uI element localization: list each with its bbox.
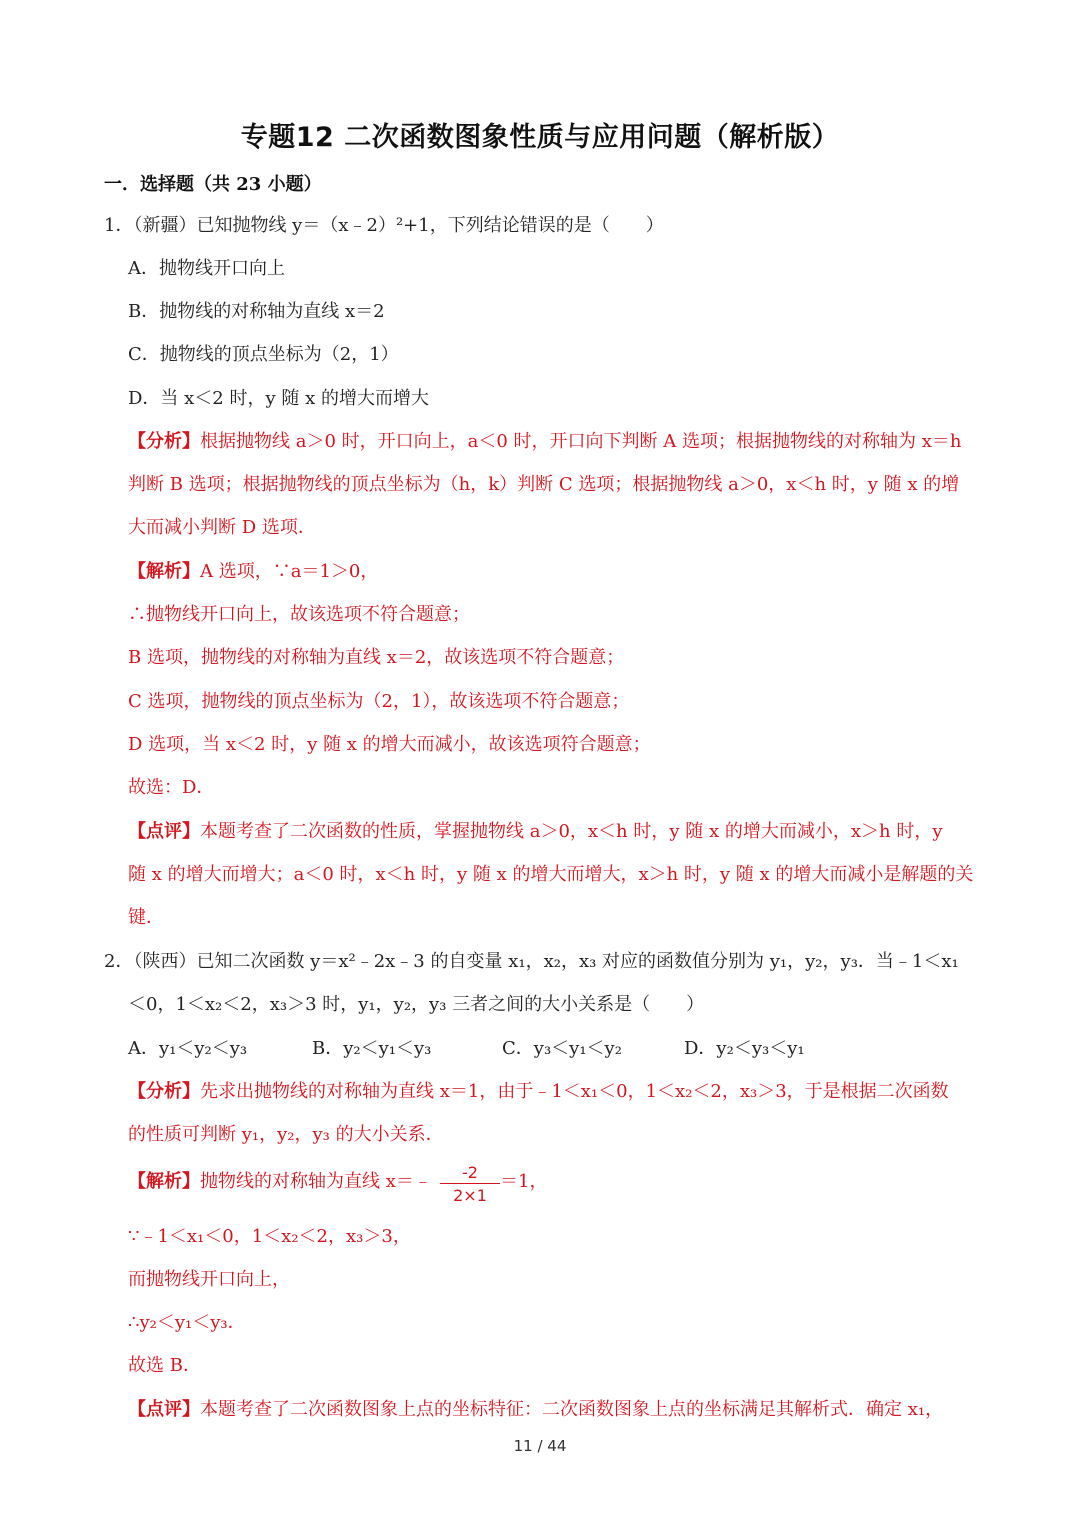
analysis-tag: 【分析】	[128, 431, 200, 452]
q1-analysis-line3: 大而减小判断 D 选项．	[128, 517, 316, 538]
q1-option-a: A．抛物线开口向上	[128, 258, 285, 279]
comment-tag: 【点评】	[128, 821, 200, 842]
q1-comment-line3: 键．	[128, 907, 164, 928]
q1-comment-line1: 本题考查了二次函数的性质，掌握抛物线 a＞0，x＜h 时，y 随 x 的增大而减小，x＞h 时，y	[200, 821, 943, 842]
comment-tag: 【点评】	[128, 1399, 200, 1420]
q2-analysis-line1: 先求出抛物线的对称轴为直线 x＝1，由于﹣1＜x₁＜0，1＜x₂＜2，x₃＞3，于是根据二次函数	[200, 1081, 949, 1102]
solution-tag: 【解析】	[128, 561, 200, 582]
q1-solution-line5: D 选项，当 x＜2 时，y 随 x 的增大而减小，故该选项符合题意；	[128, 734, 651, 755]
page-number: 11 / 44	[513, 1437, 567, 1455]
solution-tag: 【解析】	[128, 1171, 200, 1192]
q1-analysis-line2: 判断 B 选项；根据抛物线的顶点坐标为（h，k）判断 C 选项；根据抛物线 a＞0，x＜h 时，y 随 x 的增	[128, 474, 960, 495]
q2-comment-line1: 本题考查了二次函数图象上点的坐标特征：二次函数图象上点的坐标满足其解析式．确定 x₁，	[200, 1399, 944, 1420]
q2-stem-line2: ＜0，1＜x₂＜2，x₃＞3 时，y₁，y₂，y₃ 三者之间的大小关系是（ ）	[128, 994, 705, 1015]
q1-solution-line1: A 选项，∵a＝1＞0，	[200, 561, 379, 582]
q1-comment	[128, 819, 943, 845]
analysis-tag: 【分析】	[128, 1081, 200, 1102]
q1-option-b: B．抛物线的对称轴为直线 x＝2	[128, 301, 385, 322]
q2-solution	[128, 1169, 432, 1195]
q2-solution-line1: 抛物线的对称轴为直线 x＝﹣	[200, 1171, 432, 1192]
fraction	[440, 1163, 500, 1205]
page-title: 专题12 二次函数图象性质与应用问题（解析版）	[240, 122, 840, 153]
q2-solution-line3: 而抛物线开口向上，	[128, 1269, 290, 1290]
q1-analysis	[128, 429, 961, 455]
q2-analysis-line2: 的性质可判断 y₁，y₂，y₃ 的大小关系．	[128, 1124, 444, 1145]
q1-analysis-line1: 根据抛物线 a＞0 时，开口向上，a＜0 时，开口向下判断 A 选项；根据抛物线的对称轴为 x＝h	[200, 431, 962, 452]
q1-solution	[128, 559, 378, 585]
q1-solution-line2: ∴抛物线开口向上，故该选项不符合题意；	[128, 604, 470, 625]
q1-option-c: C．抛物线的顶点坐标为（2，1）	[128, 344, 399, 365]
q2-option-d: D．y₂＜y₃＜y₁	[684, 1038, 805, 1059]
q2-option-a: A．y₁＜y₂＜y₃	[128, 1038, 248, 1059]
q1-option-d: D．当 x＜2 时，y 随 x 的增大而增大	[128, 388, 429, 409]
q2-analysis	[128, 1079, 949, 1105]
section-heading: 一．选择题（共 23 小题）	[104, 174, 322, 195]
q2-solution-line5: 故选 B．	[128, 1355, 201, 1376]
q2-solution-line4: ∴y₂＜y₁＜y₃．	[128, 1312, 246, 1333]
q2-solution-line2: ∵﹣1＜x₁＜0，1＜x₂＜2，x₃＞3，	[128, 1226, 411, 1247]
fraction-denominator: 2×1	[453, 1186, 487, 1205]
q2-option-c: C．y₃＜y₁＜y₂	[502, 1038, 622, 1059]
fraction-numerator: -2	[440, 1163, 500, 1184]
q2-stem-line1: 2．（陕西）已知二次函数 y＝x²﹣2x﹣3 的自变量 x₁，x₂，x₃ 对应的函数值分别为 y₁，y₂，y₃．当﹣1＜x₁	[104, 951, 959, 972]
q2-solution-line1-end: ＝1，	[500, 1171, 548, 1192]
q1-stem: 1．（新疆）已知抛物线 y＝（x﹣2）²+1，下列结论错误的是（ ）	[104, 215, 664, 236]
q1-solution-line6: 故选：D．	[128, 777, 215, 798]
q2-comment	[128, 1397, 943, 1423]
q2-option-b: B．y₂＜y₁＜y₃	[312, 1038, 432, 1059]
q1-solution-line3: B 选项，抛物线的对称轴为直线 x＝2，故该选项不符合题意；	[128, 647, 625, 668]
q1-comment-line2: 随 x 的增大而增大；a＜0 时，x＜h 时，y 随 x 的增大而增大，x＞h 时，y 随 x 的增大而减小是解题的关	[128, 864, 974, 885]
q1-solution-line4: C 选项，抛物线的顶点坐标为（2，1），故该选项不符合题意；	[128, 691, 630, 712]
